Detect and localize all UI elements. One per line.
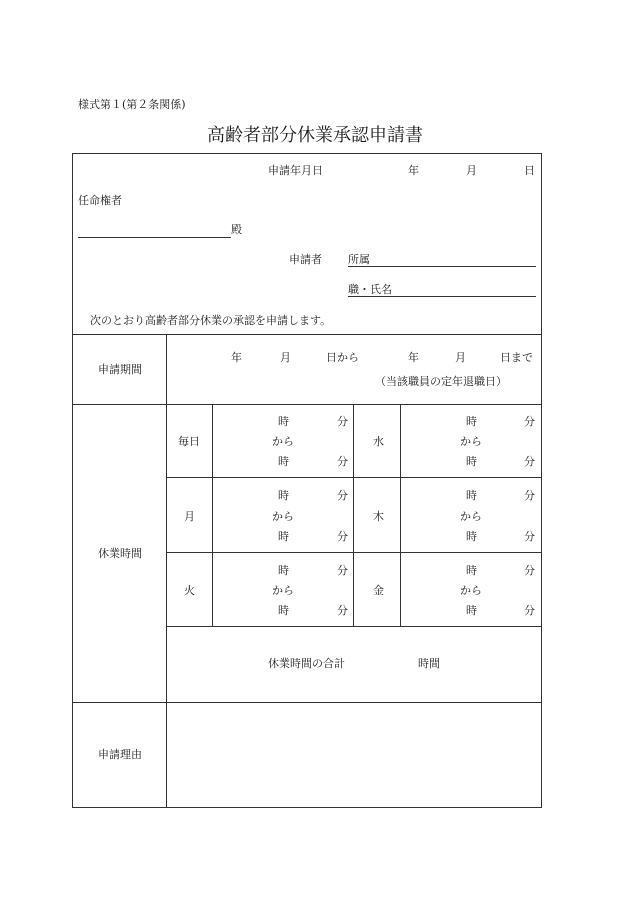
from-label: から [272, 435, 294, 448]
minute-label: 分 [524, 604, 535, 617]
total-hours-label: 休業時間の合計 [268, 657, 345, 670]
minute-label: 分 [524, 564, 535, 577]
period-end-month: 月 [455, 351, 466, 364]
from-label: から [272, 584, 294, 597]
day-label-tuesday: 火 [184, 584, 195, 597]
minute-label: 分 [524, 530, 535, 543]
affiliation-label: 所属 [348, 253, 370, 266]
hours-label: 休業時間 [98, 547, 142, 560]
date-month-label: 月 [466, 164, 477, 177]
position-name-label: 職・氏名 [348, 283, 392, 296]
minute-label: 分 [337, 530, 348, 543]
hour-label: 時 [466, 489, 477, 502]
applicant-label: 申請者 [289, 253, 322, 266]
period-start-year: 年 [231, 351, 242, 364]
hour-label: 時 [466, 604, 477, 617]
reason-label: 申請理由 [98, 748, 142, 761]
retirement-note: （当該職員の定年退職日） [375, 375, 507, 388]
minute-label: 分 [524, 455, 535, 468]
day-label-thursday: 木 [373, 510, 384, 523]
hour-label: 時 [278, 455, 289, 468]
total-hours-unit: 時間 [418, 657, 440, 670]
statement-text: 次のとおり高齢者部分休業の承認を申請します。 [90, 314, 332, 327]
day-label-everyday: 毎日 [178, 435, 200, 448]
from-label: から [272, 510, 294, 523]
minute-label: 分 [524, 489, 535, 502]
day-label-monday: 月 [184, 510, 195, 523]
minute-label: 分 [524, 415, 535, 428]
period-end-day: 日まで [500, 351, 533, 364]
minute-label: 分 [337, 455, 348, 468]
period-start-day: 日から [326, 351, 359, 364]
hour-label: 時 [278, 604, 289, 617]
date-year-label: 年 [408, 164, 419, 177]
hour-label: 時 [278, 415, 289, 428]
period-label: 申請期間 [98, 363, 142, 376]
application-date-label: 申請年月日 [268, 164, 323, 177]
from-label: から [460, 584, 482, 597]
minute-label: 分 [337, 604, 348, 617]
from-label: から [460, 435, 482, 448]
day-label-wednesday: 水 [373, 435, 384, 448]
form-number: 様式第１(第２条関係) [78, 98, 186, 111]
hour-label: 時 [278, 530, 289, 543]
hour-label: 時 [466, 455, 477, 468]
from-label: から [460, 510, 482, 523]
minute-label: 分 [337, 489, 348, 502]
minute-label: 分 [337, 564, 348, 577]
period-start-month: 月 [280, 351, 291, 364]
hour-label: 時 [466, 415, 477, 428]
minute-label: 分 [337, 415, 348, 428]
hour-label: 時 [278, 564, 289, 577]
day-label-friday: 金 [373, 584, 384, 597]
hour-label: 時 [466, 530, 477, 543]
date-day-label: 日 [524, 164, 535, 177]
hour-label: 時 [466, 564, 477, 577]
appointer-label: 任命権者 [78, 194, 122, 207]
honorific-label: 殿 [231, 223, 242, 236]
period-end-year: 年 [408, 351, 419, 364]
hour-label: 時 [278, 489, 289, 502]
page-title: 高齢者部分休業承認申請書 [207, 125, 423, 146]
